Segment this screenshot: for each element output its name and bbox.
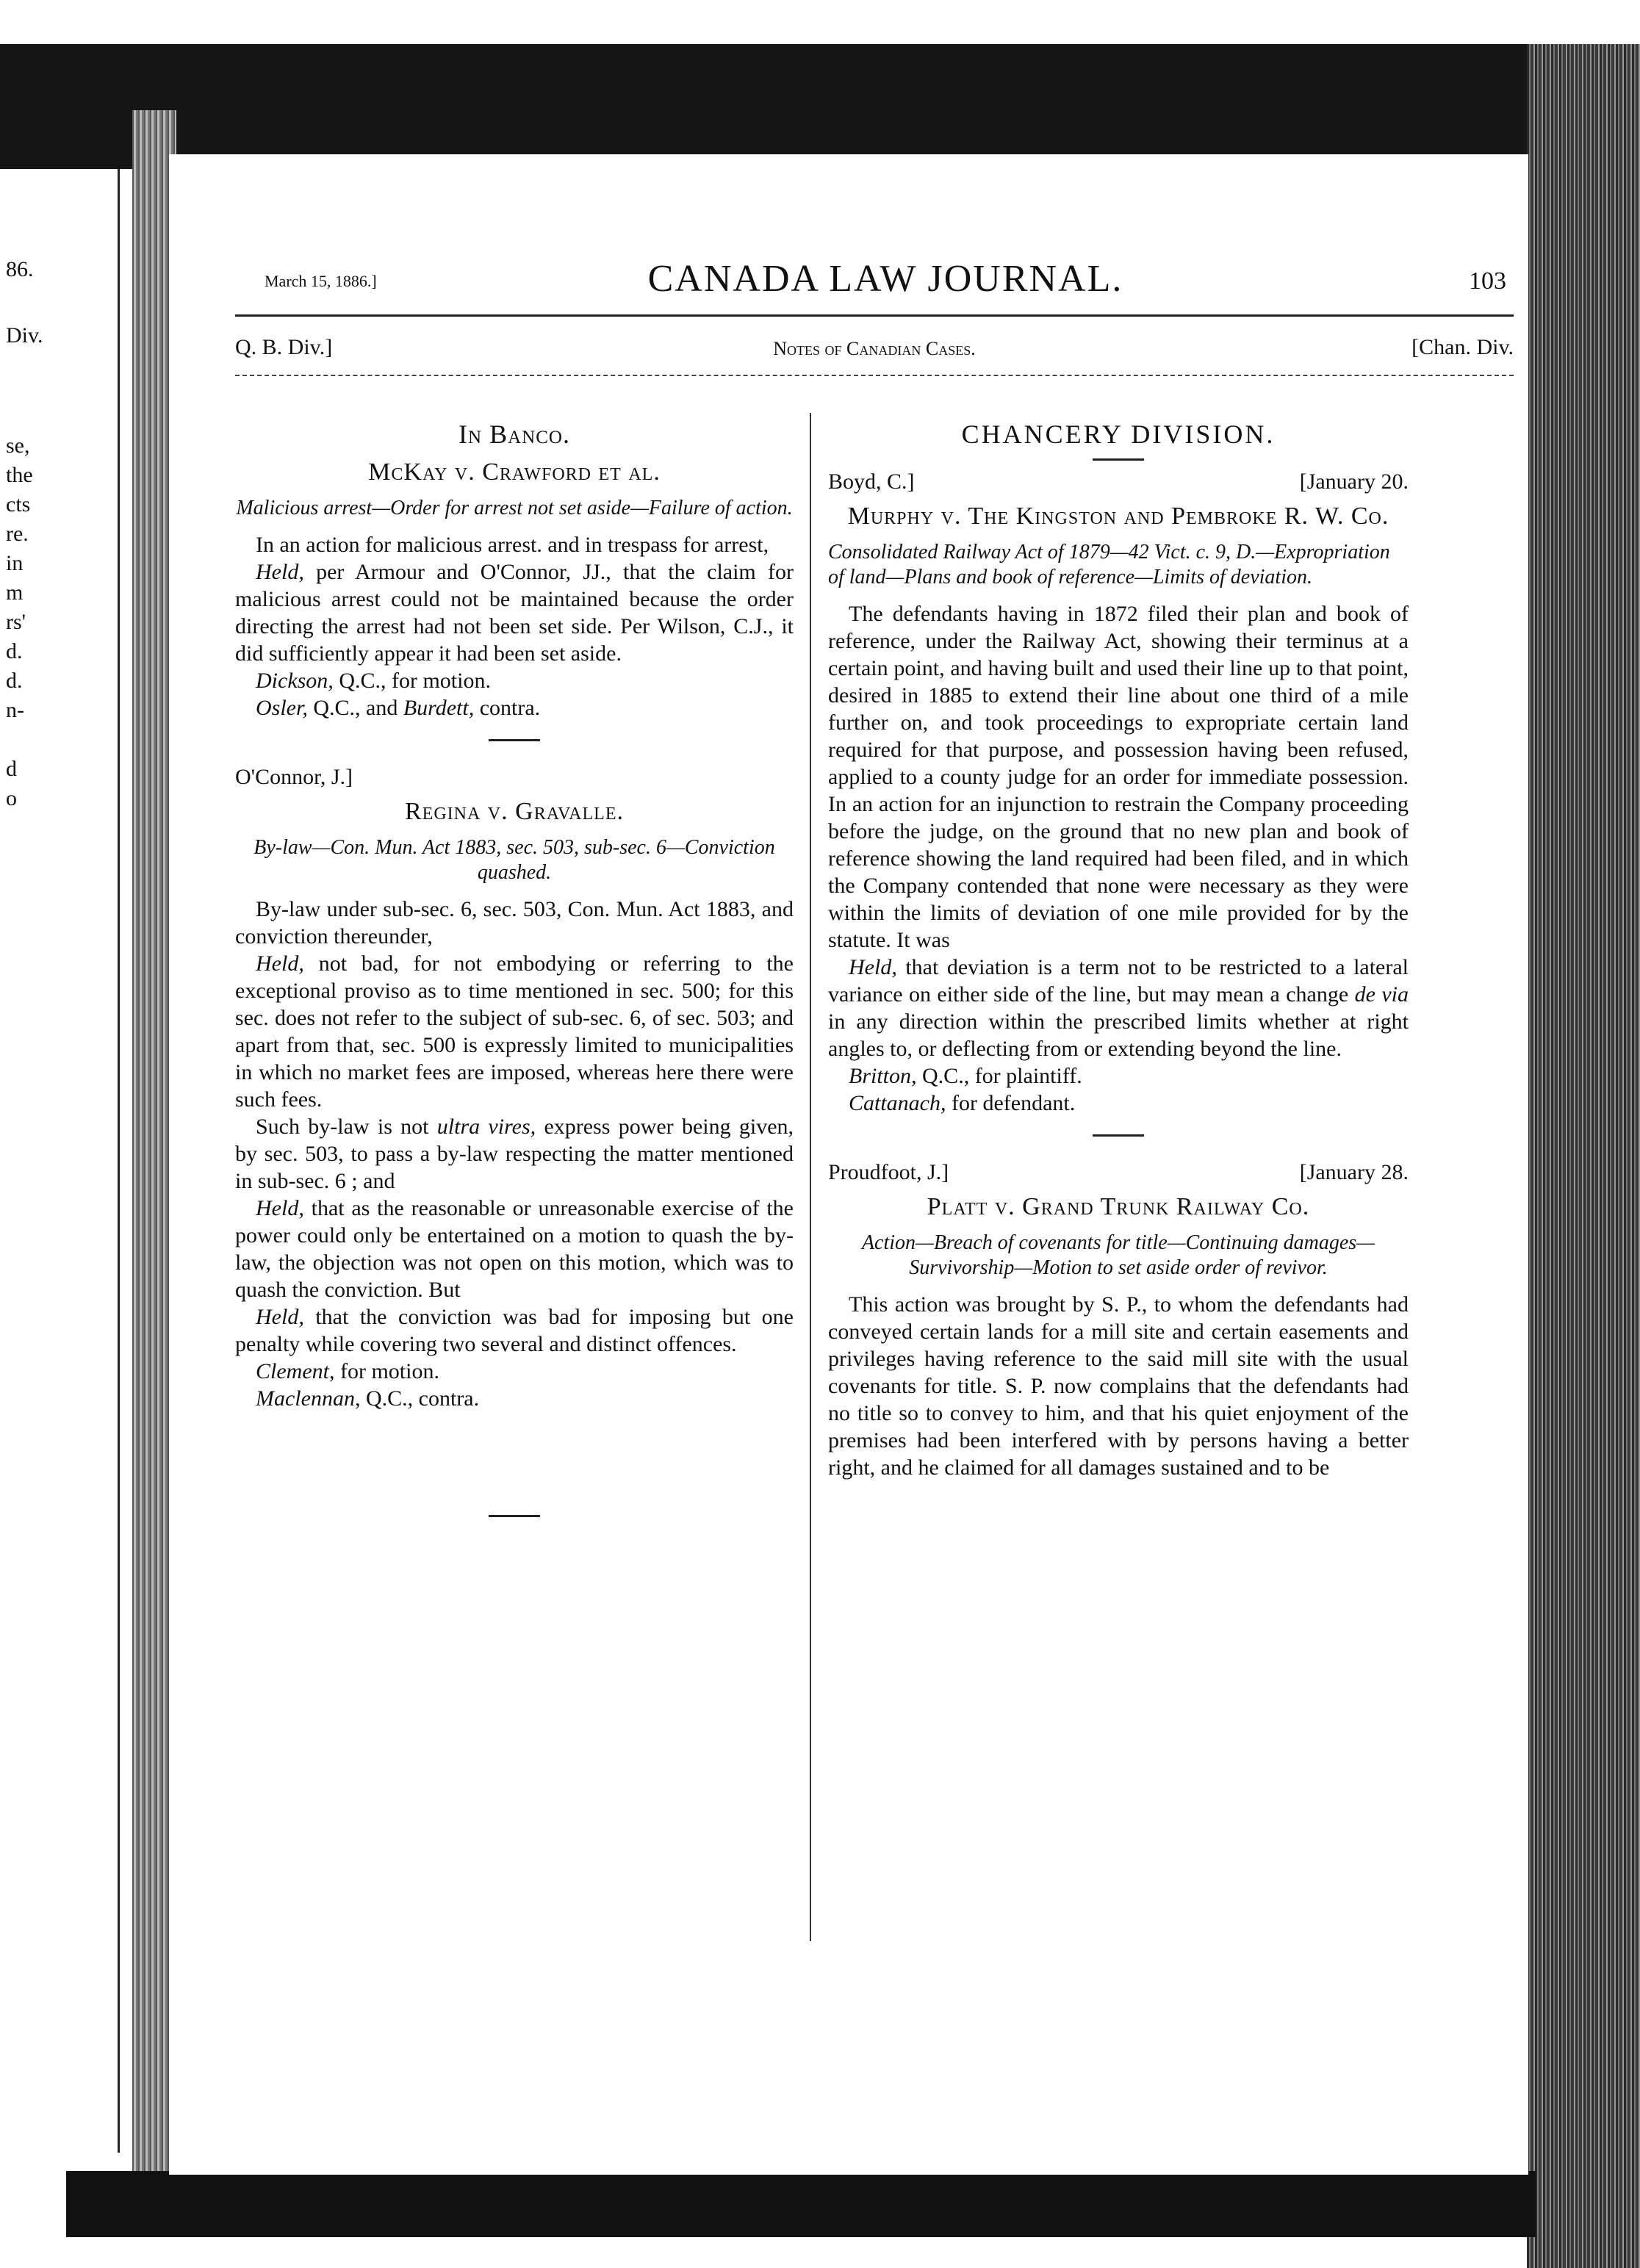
case-title: Regina v. Gravalle. (404, 798, 624, 825)
held-word: Held, (256, 951, 304, 976)
prev-page-fragment: the (6, 463, 33, 487)
case-paragraph: By-law under sub-sec. 6, sec. 503, Con. Mun. Act 1883, and conviction thereunder, (235, 897, 794, 948)
case-text: Such by-law is not (256, 1115, 429, 1139)
case-headnote: Consolidated Railway Act of 1879—42 Vict. c. 9, D.—Expropriation of land—Plans and book of reference—Limits of deviation. (828, 541, 1390, 588)
case-paragraph (235, 950, 794, 1113)
held-word: Held, (849, 955, 897, 979)
counsel-role: for motion. (339, 1359, 439, 1383)
counsel-name: Maclennan, (256, 1386, 361, 1411)
case-paragraph (235, 558, 794, 667)
case-text: that the conviction was bad for imposing but one penalty while covering two several and distinct offences. (235, 1305, 794, 1356)
counsel-line (235, 1358, 794, 1385)
section-heading: CHANCERY DIVISION. (961, 420, 1276, 449)
case-headnote: By-law—Con. Mun. Act 1883, sec. 503, sub-sec. 6—Conviction quashed. (253, 836, 775, 884)
case-text: in any direction within the prescribed limits whether at right angles to, or deflecting from or extending beyond the line. (828, 1009, 1409, 1061)
prev-page-fragment: o (6, 786, 17, 810)
prev-page-fragment: rs' (6, 610, 26, 634)
decision-date: [January 28. (1299, 1160, 1409, 1184)
judge-line (828, 468, 1409, 495)
case-paragraph: In an action for malicious arrest. and in trespass for arrest, (256, 533, 769, 557)
counsel-role: Q.C., for motion. (339, 669, 491, 693)
judge-name: O'Connor, J.] (235, 765, 353, 789)
header-rule (235, 314, 1514, 317)
prev-page-fragment: m (6, 580, 24, 605)
page-number: 103 (1469, 267, 1506, 295)
held-word: Held, (256, 1305, 304, 1329)
judge-line (235, 763, 794, 791)
prev-page-fragment: se, (6, 433, 30, 458)
previous-page-edge (0, 169, 120, 2153)
judge-name: Proudfoot, J.] (828, 1160, 949, 1184)
case-separator (1093, 1134, 1144, 1137)
counsel-line (235, 1385, 794, 1412)
case-text: that as the reasonable or unreasonable exercise of the power could only be entertained on a motion to quash the by-law, the objection was not open on this motion, which was to quash the conviction. But (235, 1196, 794, 1302)
case-paragraph: This action was brought by S. P., to whom the defendants had conveyed certain lands for a mill site and certain easements and privileges having reference to the said mill site with the usual covenants for title. S. P. now complains that the defendants had no title so to convey to him, and that his quiet enjoyment of the premises had been interfered with by persons having a better right, and he claimed for all damages sustained and to be (828, 1292, 1409, 1480)
prev-page-fragment: d. (6, 639, 23, 663)
end-separator (489, 1515, 540, 1517)
judge-name: Boyd, C.] (828, 469, 915, 494)
counsel-role: for defendant. (952, 1091, 1076, 1115)
prev-page-fragment: d. (6, 669, 23, 693)
counsel-name: Burdett, (403, 696, 475, 720)
scan-border-bottom (66, 2171, 1536, 2237)
counsel-role: contra. (479, 696, 541, 720)
case-title: McKay v. Crawford et al. (368, 458, 661, 486)
case-paragraph (235, 1195, 794, 1303)
case-paragraph (235, 1113, 794, 1195)
case-text: not bad, for not embodying or referring to the exceptional proviso as to time mentioned in sec. 500; for this sec. does not refer to the subject of sub-sec. 6, of sec. 503; and apart from that, sec. 500 is expressly limited to municipalities in which no market fees are imposed, whereas here there were such fees. (235, 951, 794, 1112)
prev-page-fragment: Div. (6, 323, 43, 348)
counsel-name: Britton, (849, 1064, 917, 1088)
case-paragraph: The defendants having in 1872 filed their plan and book of reference, under the Railway Act, showing their terminus at a certain point, and having built and used their line up to that point, desired in 1885 to extend their line about one third of a mile further on, and took proceedings to expropriate certain land required for that purpose, and possession having been refused, applied to a county judge for an order for immediate possession. In an action for an injunction to restrain the Company proceeding before the judge, on the ground that no new plan and book of reference showing the land required had been filed, and in which the Company contended that none were necessary as they were within the limits of deviation of one mile provided for by the statute. It was (828, 602, 1409, 952)
left-division: Q. B. Div.] (235, 335, 333, 359)
counsel-role: Q.C., for plaintiff. (922, 1064, 1082, 1088)
case-text: per Armour and O'Connor, JJ., that the claim for malicious arrest could not be maintained because the order directing the arrest had not been set side. Per Wilson, C.J., it did sufficiently appear it had been set aside. (235, 560, 794, 666)
journal-page (169, 154, 1528, 2175)
latin-term: ultra vires, (436, 1115, 536, 1139)
case-paragraph (828, 954, 1409, 1062)
column-divider (810, 413, 811, 1941)
held-word: Held, (256, 1196, 304, 1220)
latin-term: de via (1354, 982, 1409, 1007)
decision-date: [January 20. (1299, 469, 1409, 494)
counsel-name: Cattanach, (849, 1091, 946, 1115)
section-header (235, 335, 1514, 364)
counsel-line (828, 1090, 1409, 1117)
issue-date: March 15, 1886.] (265, 272, 377, 290)
prev-page-fragment: 86. (6, 257, 34, 281)
case-title: Murphy v. The Kingston and Pembroke R. W. Co. (847, 503, 1389, 530)
left-column (235, 415, 794, 1539)
counsel-role: Q.C., and (313, 696, 398, 720)
right-division: [Chan. Div. (1411, 335, 1514, 359)
section-title: Notes of Canadian Cases. (773, 338, 976, 359)
heading-separator (1093, 458, 1144, 461)
prev-page-fragment: in (6, 551, 24, 575)
prev-page-fragment: d (6, 757, 17, 781)
counsel-line (828, 1062, 1409, 1090)
counsel-line (235, 667, 794, 694)
case-headnote: Action—Breach of covenants for title—Continuing damages—Survivorship—Motion to set aside order of revivor. (861, 1231, 1375, 1279)
prev-page-fragment: cts (6, 492, 31, 516)
scan-border-top (0, 44, 1640, 169)
prev-page-fragment: re. (6, 522, 29, 546)
counsel-name: Osler, (256, 696, 308, 720)
scan-border-right (1527, 44, 1640, 2268)
case-separator (489, 739, 540, 741)
counsel-name: Dickson, (256, 669, 334, 693)
case-headnote: Malicious arrest—Order for arrest not set aside—Failure of action. (236, 497, 793, 519)
counsel-role: Q.C., contra. (365, 1386, 480, 1411)
case-text: express power being given, by sec. 503, to pass a by-law respecting the matter mentioned in sub-sec. 6 ; and (235, 1115, 794, 1193)
section-heading: In Banco. (458, 420, 570, 449)
case-paragraph (235, 1303, 794, 1358)
counsel-name: Clement, (256, 1359, 335, 1383)
journal-title: CANADA LAW JOURNAL. (647, 258, 1123, 300)
counsel-line (235, 694, 794, 721)
right-column (828, 415, 1409, 1481)
case-title: Platt v. Grand Trunk Railway Co. (927, 1193, 1310, 1220)
judge-line (828, 1159, 1409, 1186)
held-word: Held, (256, 560, 304, 584)
section-rule (235, 375, 1514, 376)
case-text: that deviation is a term not to be restricted to a lateral variance on either side of the line, but may mean a change (828, 955, 1409, 1007)
running-header (265, 257, 1506, 301)
prev-page-fragment: n- (6, 698, 24, 722)
